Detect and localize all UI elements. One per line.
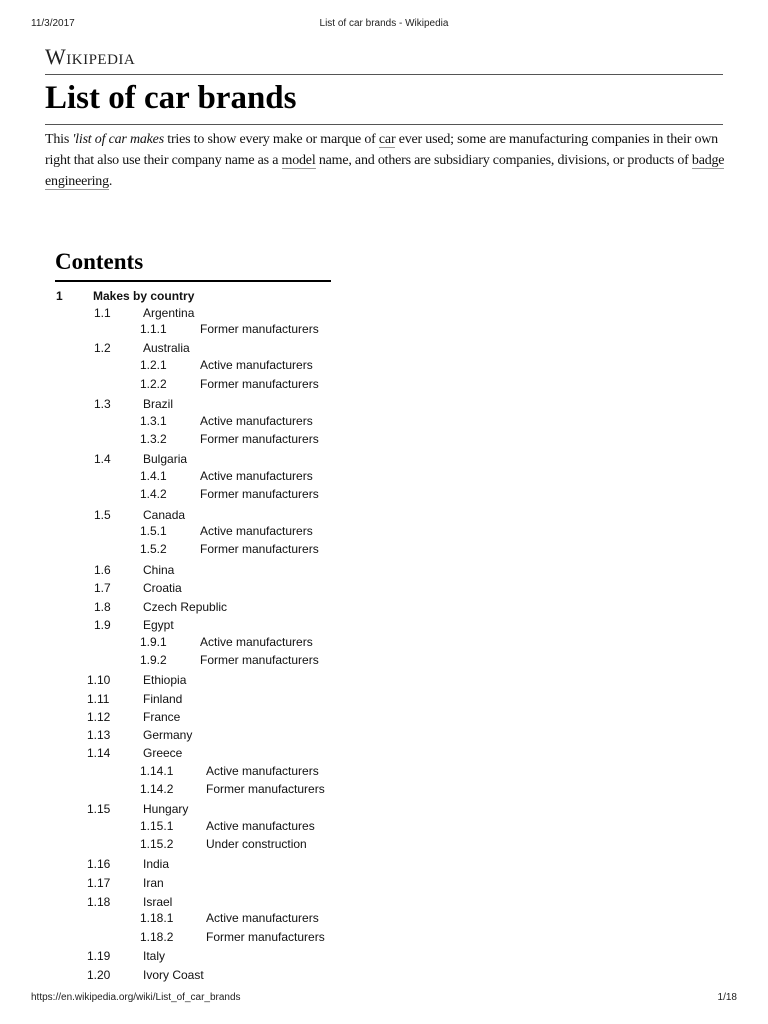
intro-emphasis: 'list of car makes (72, 132, 164, 147)
toc-item-label[interactable]: Active manufacturers (200, 358, 313, 372)
wikipedia-logo[interactable]: Wikipedia (45, 44, 136, 69)
toc-item-label[interactable]: Former manufacturers (200, 377, 319, 391)
toc-item-label[interactable]: Greece (143, 746, 183, 760)
toc-item-number: 1.12 (87, 710, 111, 724)
toc-item-label[interactable]: Makes by country (93, 289, 195, 303)
toc-item-number: 1.3.2 (140, 432, 167, 446)
toc-item-label[interactable]: Former manufacturers (206, 930, 325, 944)
toc-item-label[interactable]: Ivory Coast (143, 968, 204, 982)
intro-text: name, and others are subsidiary companies, divisions, or products of (315, 153, 692, 168)
toc-item-number: 1.19 (87, 949, 111, 963)
intro-text: . (108, 174, 113, 189)
toc-item[interactable] (0, 710, 768, 728)
toc-item[interactable] (0, 341, 768, 359)
toc-item-label[interactable]: Israel (143, 895, 173, 909)
toc-item[interactable] (0, 911, 768, 929)
toc-item-number: 1.2.1 (140, 358, 167, 372)
toc-item-label[interactable]: Former manufacturers (200, 432, 319, 446)
toc-item-label[interactable]: Active manufacturers (200, 414, 313, 428)
toc-title: Contents (55, 249, 144, 274)
toc-item-number: 1.10 (87, 673, 111, 687)
toc-item-number: 1.9.2 (140, 653, 167, 667)
toc-item-number: 1.18.2 (140, 930, 174, 944)
toc-item[interactable] (0, 581, 768, 599)
toc-item-label[interactable]: China (143, 563, 175, 577)
toc-item-number: 1.14.2 (140, 782, 174, 796)
toc-item[interactable] (0, 542, 768, 560)
toc-item-number: 1.15.2 (140, 837, 174, 851)
toc-item-number: 1.2 (94, 341, 111, 355)
toc-item-number: 1.13 (87, 728, 111, 742)
toc-item-number: 1.18.1 (140, 911, 174, 925)
toc-item[interactable] (0, 653, 768, 671)
toc-item[interactable] (0, 746, 768, 764)
toc-item[interactable] (0, 618, 768, 636)
toc-item-number: 1.3 (94, 397, 111, 411)
toc-item[interactable] (0, 322, 768, 340)
toc-item-label[interactable]: Croatia (143, 581, 182, 595)
toc-item-number: 1.15.1 (140, 819, 174, 833)
toc-item[interactable] (0, 377, 768, 395)
badge-engineering-link[interactable]: badge engineering (45, 153, 725, 189)
toc-item-label[interactable]: Former manufacturers (206, 782, 325, 796)
toc-item[interactable] (0, 397, 768, 415)
toc-item-label[interactable]: Active manufacturers (206, 764, 319, 778)
toc-item[interactable] (0, 358, 768, 376)
toc-item[interactable] (0, 600, 768, 618)
toc-item-number: 1.11 (87, 692, 110, 706)
toc-item-number: 1.20 (87, 968, 111, 982)
toc-item-number: 1.9 (94, 618, 111, 632)
toc-item-number: 1.7 (94, 581, 111, 595)
toc-item-label[interactable]: Former manufacturers (200, 653, 319, 667)
toc-item[interactable] (0, 469, 768, 487)
toc-item[interactable] (0, 414, 768, 432)
toc-item-number: 1.1 (94, 306, 111, 320)
toc-item[interactable] (0, 802, 768, 820)
toc-item[interactable] (0, 857, 768, 875)
toc-item[interactable] (0, 782, 768, 800)
toc-item-number: 1 (56, 289, 63, 303)
toc-item-label[interactable]: Active manufactures (206, 819, 315, 833)
toc-item[interactable] (0, 289, 768, 307)
toc-item[interactable] (0, 728, 768, 746)
toc-item-label[interactable]: Brazil (143, 397, 174, 411)
toc-item-label[interactable]: Former manufacturers (200, 322, 319, 336)
toc-item-number: 1.6 (94, 563, 111, 577)
print-page-number: 1/18 (717, 992, 737, 1003)
toc-item[interactable] (0, 837, 768, 855)
toc-item-number: 1.4 (94, 452, 111, 466)
toc-item[interactable] (0, 692, 768, 710)
toc-item-label[interactable]: Former manufacturers (200, 487, 319, 501)
toc-item-label[interactable]: Ethiopia (143, 673, 187, 687)
toc-item-label[interactable]: Australia (143, 341, 190, 355)
toc-item-label[interactable]: Finland (143, 692, 183, 706)
toc-item-label[interactable]: Canada (143, 508, 186, 522)
toc-item[interactable] (0, 635, 768, 653)
toc-item-label[interactable]: Argentina (143, 306, 195, 320)
toc-item[interactable] (0, 876, 768, 894)
toc-item[interactable] (0, 673, 768, 691)
toc-item-label[interactable]: Active manufacturers (200, 524, 313, 538)
toc-item-label[interactable]: Germany (143, 728, 193, 742)
toc-item-number: 1.2.2 (140, 377, 167, 391)
toc-item-label[interactable]: Former manufacturers (200, 542, 319, 556)
toc-item-number: 1.16 (87, 857, 111, 871)
toc-item-number: 1.4.2 (140, 487, 167, 501)
toc-item-number: 1.3.1 (140, 414, 167, 428)
toc-item[interactable] (0, 563, 768, 581)
toc-item-label[interactable]: Hungary (143, 802, 189, 816)
toc-item[interactable] (0, 949, 768, 967)
toc-item-label[interactable]: Italy (143, 949, 166, 963)
toc-item[interactable] (0, 452, 768, 470)
toc-item-label[interactable]: Active manufacturers (200, 635, 313, 649)
print-url: https://en.wikipedia.org/wiki/List_of_car_brands (31, 992, 241, 1003)
toc-item-number: 1.15 (87, 802, 111, 816)
toc-item[interactable] (0, 524, 768, 542)
toc-item-number: 1.9.1 (140, 635, 167, 649)
car-link[interactable]: car (378, 132, 396, 147)
toc-item-label[interactable]: Egypt (143, 618, 174, 632)
toc-item-number: 1.18 (87, 895, 111, 909)
toc-item-number: 1.4.1 (140, 469, 167, 483)
toc-item-number: 1.1.1 (140, 322, 167, 336)
toc-item-label[interactable]: Iran (143, 876, 164, 890)
toc-item-label[interactable]: Active manufacturers (206, 911, 319, 925)
toc-item-number: 1.5.2 (140, 542, 167, 556)
toc-item[interactable] (0, 819, 768, 837)
page-title: List of car brands (45, 80, 297, 116)
intro-text: tries to show every make or marque of (163, 132, 379, 147)
print-page-title: List of car brands - Wikipedia (319, 18, 449, 29)
toc-item-label[interactable]: India (143, 857, 170, 871)
toc-item-number: 1.17 (87, 876, 111, 890)
intro-text: ever used; some are manufacturing companies in their own right that also use their company name as a (45, 132, 718, 168)
toc-item[interactable] (0, 432, 768, 450)
toc-item[interactable] (0, 968, 768, 986)
toc-item[interactable] (0, 487, 768, 505)
toc-item-number: 1.5.1 (140, 524, 167, 538)
print-date: 11/3/2017 (31, 18, 75, 29)
toc-item[interactable] (0, 930, 768, 948)
toc-item-number: 1.14 (87, 746, 111, 760)
toc-item-number: 1.8 (94, 600, 111, 614)
toc-item-number: 1.5 (94, 508, 111, 522)
toc-item-label[interactable]: Active manufacturers (200, 469, 313, 483)
toc-item-label[interactable]: Czech Republic (143, 600, 228, 614)
toc-item[interactable] (0, 764, 768, 782)
toc-item-label[interactable]: Bulgaria (143, 452, 188, 466)
toc-item-label[interactable]: France (143, 710, 181, 724)
toc-item-label[interactable]: Under construction (206, 837, 307, 851)
model-link[interactable]: model (281, 153, 316, 168)
toc-item-number: 1.14.1 (140, 764, 174, 778)
intro-text: This (45, 132, 73, 147)
